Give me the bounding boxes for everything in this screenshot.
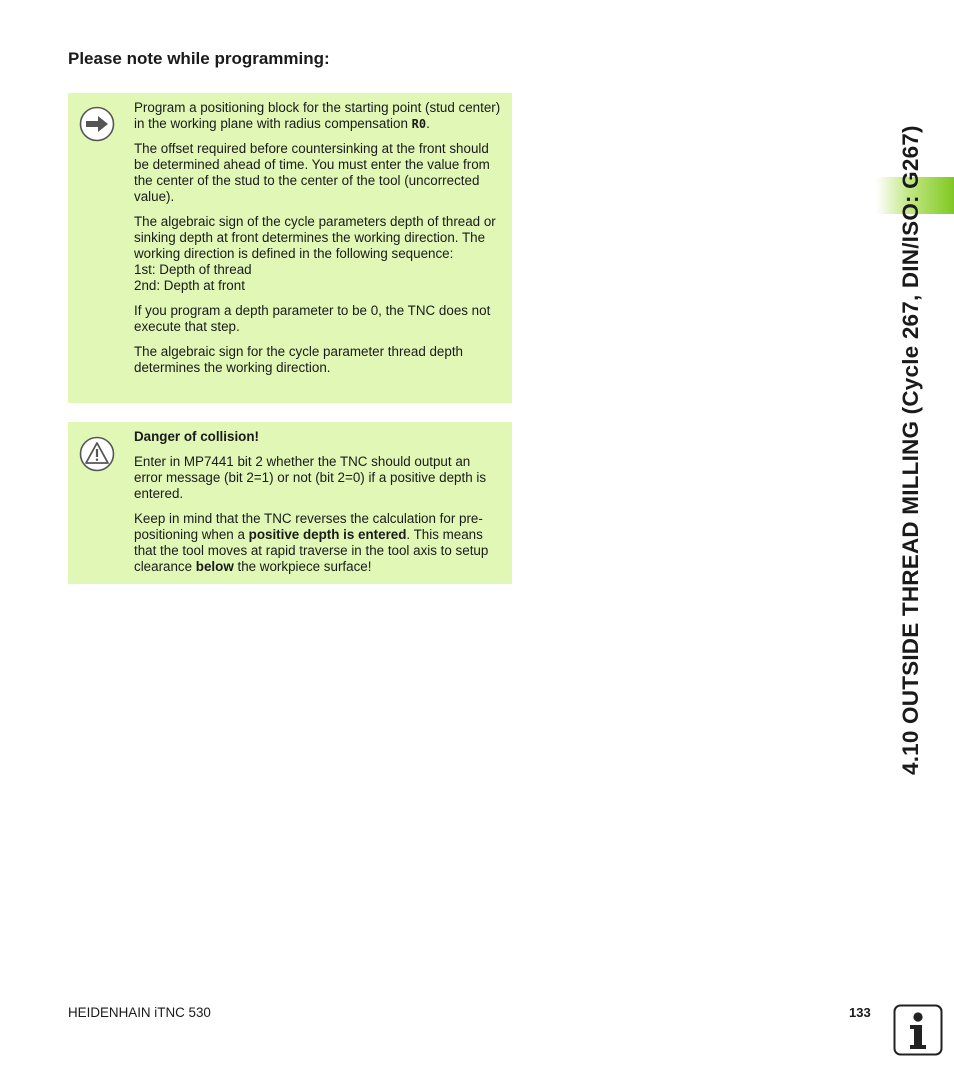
note-paragraph-1: Program a positioning block for the starting point (stud center) in the working plane with radius compensation R0. bbox=[134, 100, 501, 131]
footer-product-name: HEIDENHAIN iTNC 530 bbox=[68, 1005, 211, 1020]
note-paragraph-3: The algebraic sign of the cycle parameters depth of thread or sinking depth at front determines the working direction. The working direction is defined in the following sequence: 1st: Depth of thread 2nd: Depth at front bbox=[134, 214, 496, 293]
note-paragraph-5: The algebraic sign for the cycle parameter thread depth determines the working direction. bbox=[134, 344, 463, 375]
chapter-title: 4.10 OUTSIDE THREAD MILLING (Cycle 267, DIN/ISO: G267) bbox=[898, 125, 923, 775]
note-box bbox=[68, 93, 512, 403]
warning-box bbox=[68, 422, 512, 584]
arrow-right-icon bbox=[79, 106, 115, 142]
warning-paragraph-1: Enter in MP7441 bit 2 whether the TNC should output an error message (bit 2=1) or not (bit 2=0) if a positive depth is entered. bbox=[134, 454, 487, 501]
info-icon bbox=[893, 1004, 943, 1056]
note-paragraph-2: The offset required before countersinking at the front should be determined ahead of time. You must enter the value from the center of the stud to the center of the tool (uncorrected value). bbox=[134, 141, 490, 204]
warning-paragraph-2: Keep in mind that the TNC reverses the calculation for pre-positioning when a positive depth is entered. This means that the tool moves at rapid traverse in the tool axis to setup clearance below the workpiece surface! bbox=[134, 511, 489, 574]
warning-title: Danger of collision! bbox=[134, 429, 259, 444]
note-paragraph-4: If you program a depth parameter to be 0, the TNC does not execute that step. bbox=[134, 303, 491, 334]
page-number: 133 bbox=[849, 1005, 871, 1020]
warning-triangle-icon bbox=[79, 436, 115, 472]
radius-compensation-code: R0 bbox=[411, 117, 427, 131]
section-heading: Please note while programming: bbox=[68, 49, 330, 68]
chapter-sidebar bbox=[876, 0, 954, 1091]
